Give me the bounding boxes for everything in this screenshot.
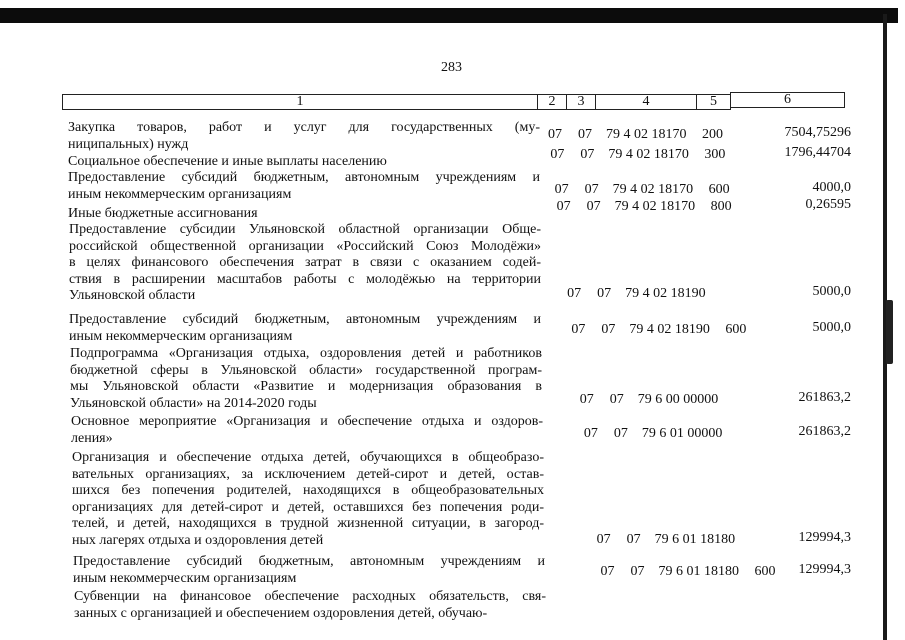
cell-c4: 79 6 01 18180 — [654, 532, 736, 547]
cell-c5: 200 — [702, 127, 723, 142]
row-description-line: Организация и обеспечение отдыха детей, обучающихся в общеобразо- — [72, 450, 544, 465]
cell-c5: 800 — [710, 199, 732, 214]
row-description — [70, 346, 542, 412]
row-description-line: Ульяновской области» на 2014-2020 годы — [70, 395, 317, 411]
row-description-line: в целях финансового обеспечения затрат в связи с оказанием содей- — [69, 255, 541, 270]
cell-c2: 07 — [579, 392, 594, 407]
row-description-line: Иные бюджетные ассигнования — [68, 206, 258, 221]
cell-c2: 07 — [571, 322, 586, 337]
page-number: 283 — [441, 60, 462, 75]
row-description-line: российской общественной организации «Российский Союз Молодёжи» — [69, 238, 541, 254]
row-description — [68, 206, 540, 223]
cell-c4: 79 6 01 18180 — [658, 564, 739, 579]
cell-c5: 600 — [708, 182, 730, 197]
row-description-line: иным некоммерческим организациям — [73, 570, 297, 586]
row-description-line: телей, и детей, находящихся в трудной жизненной ситуации, в загород- — [72, 516, 544, 531]
cell-c3: 07 — [586, 199, 601, 214]
cell-c2: 07 — [556, 199, 571, 214]
cell-amount: 0,26595 — [805, 197, 851, 212]
cell-c3: 07 — [601, 322, 616, 337]
row-description — [68, 170, 540, 203]
cell-amount: 4000,0 — [812, 180, 851, 195]
row-description-line: вательных организациях, за исключением детей-сирот и детей, остав- — [72, 466, 544, 482]
row-description-line: Предоставление субсидий бюджетным, автономным учреждениям и — [68, 170, 540, 185]
cell-c2: 07 — [583, 426, 598, 441]
cell-c4: 79 4 02 18170 — [612, 182, 694, 197]
row-description-line: шихся без попечения родителей, находящихся в общеобразовательных — [72, 483, 544, 498]
cell-c3: 07 — [630, 564, 645, 579]
row-description-line: Предоставление субсидии Ульяновской областной организации Обще- — [69, 222, 541, 237]
cell-c4: 79 6 00 00000 — [637, 392, 719, 407]
cell-amount: 129994,3 — [798, 530, 851, 545]
row-description-line: ления» — [71, 430, 113, 446]
row-description — [68, 154, 540, 171]
row-description-line: ствия в расширении масштабов работы с молодёжью на территории — [69, 271, 541, 287]
cell-c3: 07 — [597, 286, 612, 301]
row-description-line: Социальное обеспечение и иные выплаты населению — [68, 154, 387, 169]
header-col-6: 6 — [730, 92, 845, 108]
cell-c4: 79 4 02 18190 — [629, 322, 710, 337]
cell-c5: 600 — [754, 564, 776, 579]
row-description — [69, 222, 541, 305]
cell-c2: 07 — [550, 147, 565, 162]
cell-c4: 79 4 02 18170 — [608, 147, 689, 162]
row-description-line: мы Ульяновской области «Развитие и модернизация образования в — [70, 379, 542, 394]
row-description-line: бюджетной сферы в Ульяновской области» государственной програм- — [70, 362, 542, 378]
cell-c2: 07 — [600, 564, 615, 579]
cell-amount: 5000,0 — [812, 284, 851, 299]
cell-amount: 261863,2 — [798, 424, 851, 439]
scan-binding-mark — [886, 300, 893, 364]
cell-c3: 07 — [584, 182, 599, 197]
cell-c3: 07 — [609, 392, 624, 407]
row-description-line: Основное мероприятие «Организация и обеспечение отдыха и оздоров- — [71, 414, 543, 429]
row-description — [73, 554, 545, 587]
row-description-line: иным некоммерческим организациям — [69, 328, 293, 344]
row-description-line: организациях для детей-сирот и детей, оставшихся без попечения роди- — [72, 499, 544, 515]
row-description-line: Субвенции на финансовое обеспечение расходных обязательств, свя- — [74, 589, 546, 604]
scan-top-border — [0, 8, 898, 23]
cell-amount: 5000,0 — [812, 320, 851, 335]
header-col-5: 5 — [696, 94, 731, 110]
row-description-line: ниципальных) нужд — [68, 136, 189, 152]
row-description — [69, 312, 541, 345]
header-col-4: 4 — [595, 94, 697, 110]
row-description — [68, 120, 540, 153]
cell-c2: 07 — [554, 182, 569, 197]
cell-c4: 79 4 02 18190 — [625, 286, 706, 301]
cell-amount: 261863,2 — [798, 390, 851, 405]
row-description — [71, 414, 543, 447]
cell-c3: 07 — [580, 147, 595, 162]
cell-c3: 07 — [626, 532, 641, 547]
row-description-line: иным некоммерческим организациям — [68, 186, 292, 202]
cell-c4: 79 4 02 18170 — [614, 199, 696, 214]
cell-c5: 300 — [704, 147, 726, 162]
header-col-3: 3 — [566, 94, 596, 110]
cell-c2: 07 — [567, 286, 582, 301]
row-description-line: ных лагерях отдыха и оздоровления детей — [72, 532, 324, 548]
cell-amount: 7504,75296 — [784, 125, 851, 140]
row-description-line: Закупка товаров, работ и услуг для государственных (му- — [68, 120, 540, 135]
cell-c3: 07 — [613, 426, 628, 441]
row-description-line: Ульяновской области — [69, 288, 196, 303]
cell-amount: 1796,44704 — [784, 145, 851, 160]
header-col-2: 2 — [537, 94, 567, 110]
cell-c2: 07 — [596, 532, 611, 547]
row-description — [74, 589, 546, 622]
cell-c4: 79 4 02 18170 — [606, 127, 687, 142]
cell-c3: 07 — [578, 127, 592, 142]
row-description-line: Подпрограмма «Организация отдыха, оздоровления детей и работников — [70, 346, 542, 361]
row-description-line: Предоставление субсидий бюджетным, автономным учреждениям и — [73, 554, 545, 569]
row-description-line: Предоставление субсидий бюджетным, автономным учреждениям и — [69, 312, 541, 327]
cell-c5: 600 — [725, 322, 747, 337]
header-col-1: 1 — [62, 94, 538, 110]
cell-amount: 129994,3 — [798, 562, 851, 577]
cell-c2: 07 — [548, 127, 562, 142]
cell-c4: 79 6 01 00000 — [641, 426, 723, 441]
row-description-line: занных с организацией и обеспечением оздоровления детей, обучаю- — [74, 605, 488, 621]
row-description — [72, 450, 544, 549]
